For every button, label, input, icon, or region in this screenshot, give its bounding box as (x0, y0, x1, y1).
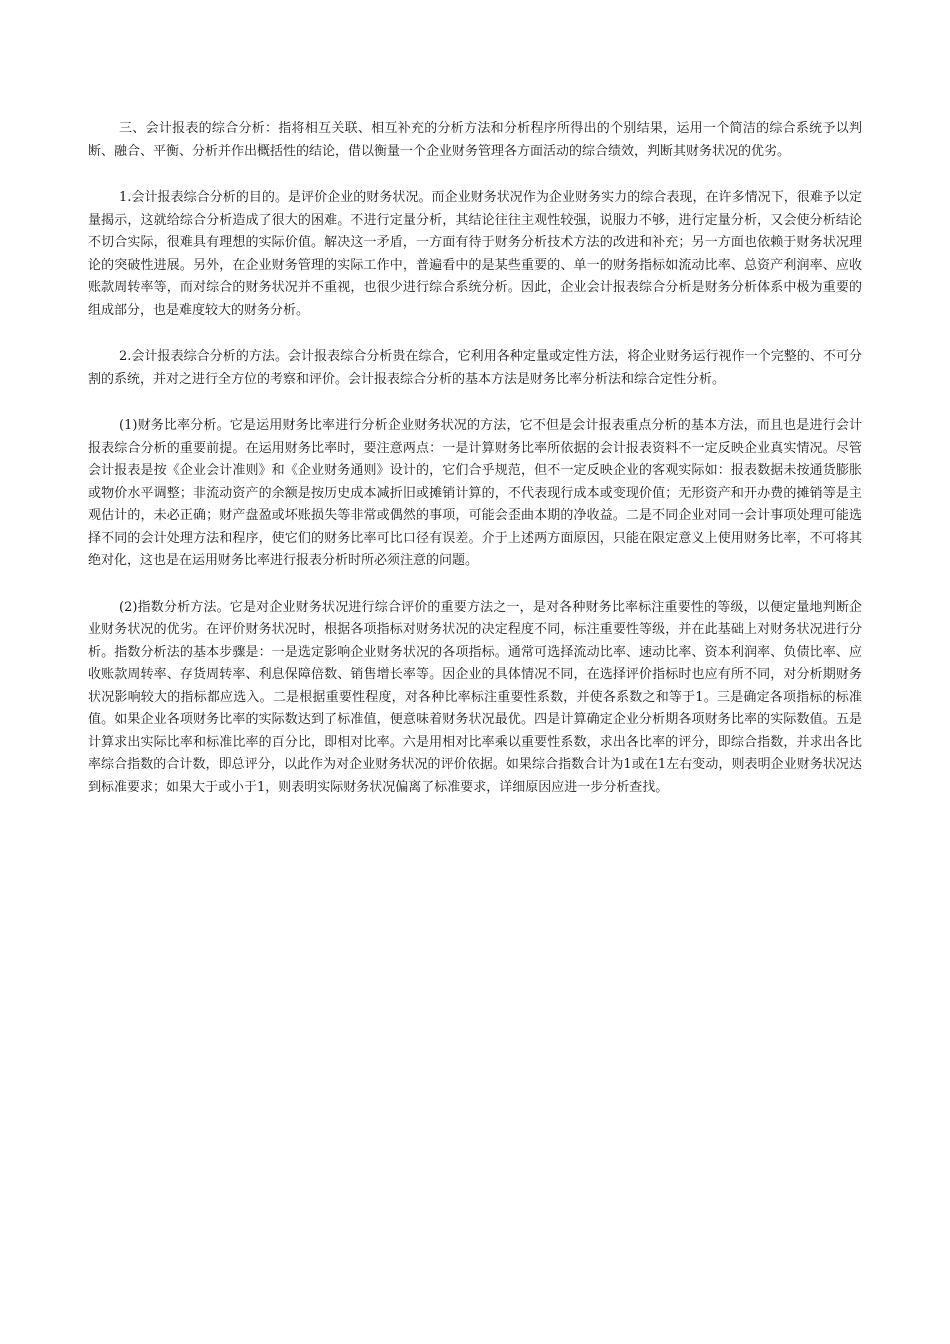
paragraph-method: 2.会计报表综合分析的方法。会计报表综合分析贵在综合，它利用各种定量或定性方法，将企业财务运行视作一个完整的、不可分割的系统，并对之进行全方位的考察和评价。会计报表综合分析的基本方法是财务比率分析法和综合定性分析。 (88, 349, 862, 387)
document-body (88, 118, 862, 799)
paragraph-index-analysis: (2)指数分析方法。它是对企业财务状况进行综合评价的重要方法之一，是对各种财务比率标注重要性的等级，以便定量地判断企业财务状况的优劣。在评价财务状况时，根据各项指标对财务状况的决定程度不同，标注重要性等级，并在此基础上对财务状况进行分析。指数分析法的基本步骤是：一是选定影响企业财务状况的各项指标。通常可选择流动比率、速动比率、资本利润率、负债比率、应收账款周转率、存货周转率、利息保障倍数、销售增长率等。因企业的具体情况不同，在选择评价指标时也应有所不同，对分析期财务状况影响较大的指标都应选入。二是根据重要性程度，对各种比率标注重要性系数，并使各系数之和等于1。三是确定各项指标的标准值。如果企业各项财务比率的实际数达到了标准值，便意味着财务状况最优。四是计算确定企业分析期各项财务比率的实际数值。五是计算求出实际比率和标准比率的百分比，即相对比率。六是用相对比率乘以重要性系数，求出各比率的评分，即综合指数，并求出各比率综合指数的合计数，即总评分，以此作为对企业财务状况的评价依据。如果综合指数合计为1或在1左右变动，则表明企业财务状况达到标准要求；如果大于或小于1，则表明实际财务状况偏离了标准要求，详细原因应进一步分析查找。 (88, 599, 862, 795)
paragraph-ratio-analysis: (1)财务比率分析。它是运用财务比率进行分析企业财务状况的方法，它不但是会计报表重点分析的基本方法，而且也是进行会计报表综合分析的重要前提。在运用财务比率时，要注意两点：一是计算财务比率所依据的会计报表资料不一定反映企业真实情况。尽管会计报表是按《企业会计准则》和《企业财务通则》设计的，它们合乎规范，但不一定反映企业的客观实际如：报表数据未按通货膨胀或物价水平调整；非流动资产的余额是按历史成本减折旧或摊销计算的，不代表现行成本或变现价值；无形资产和开办费的摊销等是主观估计的，未必正确；财产盘盈或坏账损失等非常或偶然的事项，可能会歪曲本期的净收益。二是不同企业对同一会计事项处理可能选择不同的会计处理方法和程序，使它们的财务比率可比口径有误差。介于上述两方面原因，只能在限定意义上使用财务比率，不可将其绝对化，这也是在运用财务比率进行报表分析时所必须注意的问题。 (88, 418, 862, 568)
paragraph-purpose: 1.会计报表综合分析的目的。是评价企业的财务状况。而企业财务状况作为企业财务实力的综合表现，在许多情况下，很难予以定量揭示，这就给综合分析造成了很大的困难。不进行定量分析，其结论往往主观性较强，说服力不够，进行定量分析，又会使分析结论不切合实际，很难具有理想的实际价值。解决这一矛盾，一方面有待于财务分析技术方法的改进和补充；另一方面也依赖于财务状况理论的突破性进展。另外，在企业财务管理的实际工作中，普遍看中的是某些重要的、单一的财务指标如流动比率、总资产利润率、应收账款周转率等，而对综合的财务状况并不重视，也很少进行综合系统分析。因此，企业会计报表综合分析是财务分析体系中极为重要的组成部分，也是难度较大的财务分析。 (88, 190, 862, 318)
paragraph-section-three: 三、会计报表的综合分析：指将相互关联、相互补充的分析方法和分析程序所得出的个别结果，运用一个简洁的综合系统予以判断、融合、平衡、分析并作出概括性的结论，借以衡量一个企业财务管理各方面活动的综合绩效，判断其财务状况的优劣。 (88, 121, 862, 159)
